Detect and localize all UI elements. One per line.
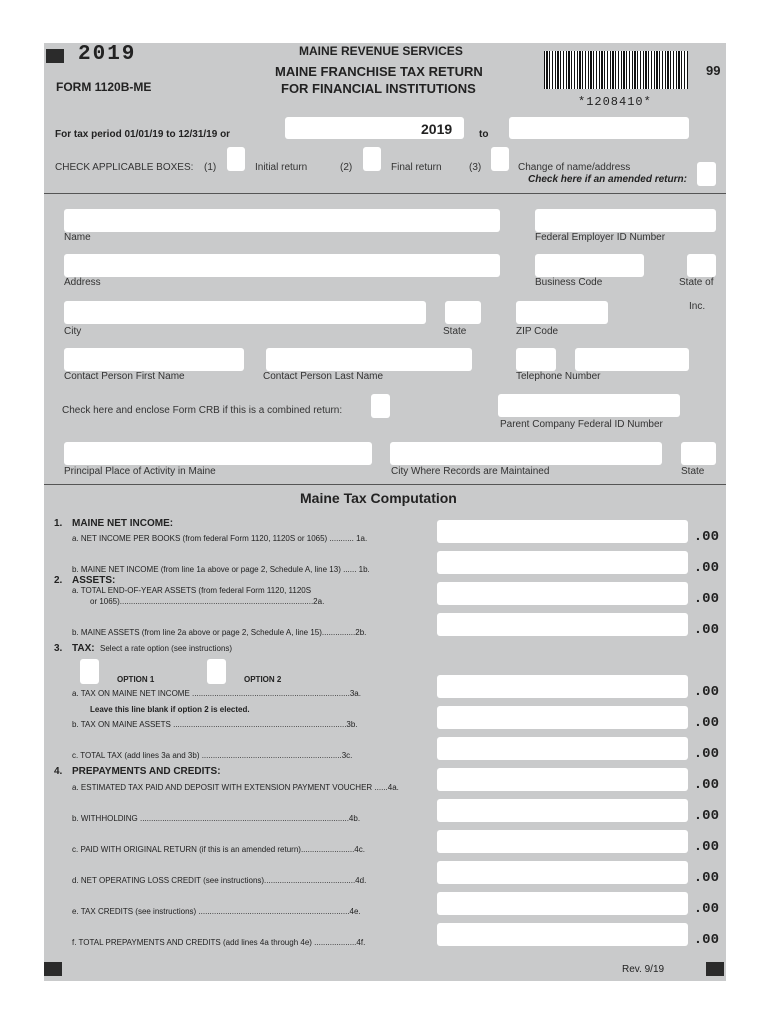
line-4f-amount-field[interactable] [437, 923, 688, 946]
initial-return-label: Initial return [255, 162, 308, 173]
line-4e-amount-field[interactable] [437, 892, 688, 915]
city-field[interactable] [64, 301, 426, 324]
records-city-field[interactable] [390, 442, 662, 465]
line-3a-note: Leave this line blank if option 2 is elected. [90, 705, 250, 714]
line-4a-label: a. ESTIMATED TAX PAID AND DEPOSIT WITH EXTENSION PAYMENT VOUCHER ......4a. [72, 783, 399, 792]
form-title-line2: FOR FINANCIAL INSTITUTIONS [281, 81, 476, 96]
check-boxes-label: CHECK APPLICABLE BOXES: [55, 162, 194, 173]
line-3a-label: a. TAX ON MAINE NET INCOME .......................................................................3a. [72, 689, 361, 698]
checkbox-3-number: (3) [469, 162, 482, 173]
option-1-checkbox[interactable] [80, 659, 99, 684]
business-code-label: Business Code [535, 277, 603, 288]
computation-title: Maine Tax Computation [300, 490, 457, 506]
zip-field[interactable] [516, 301, 608, 324]
principal-place-field[interactable] [64, 442, 372, 465]
option-1-label: OPTION 1 [117, 675, 155, 684]
line-2a-decimal: .00 [693, 591, 719, 607]
line-4a-decimal: .00 [693, 777, 719, 793]
final-return-checkbox[interactable] [363, 147, 381, 171]
parent-fein-label: Parent Company Federal ID Number [500, 419, 663, 430]
form-year: 2019 [78, 43, 137, 66]
corner-marker-bottom-left [44, 962, 62, 976]
zip-label: ZIP Code [516, 326, 559, 337]
name-label: Name [64, 232, 91, 243]
checkbox-2-number: (2) [340, 162, 353, 173]
line-1a-amount-field[interactable] [437, 520, 688, 543]
agency-name: MAINE REVENUE SERVICES [299, 44, 463, 58]
revision-label: Rev. 9/19 [622, 964, 665, 975]
line-4b-amount-field[interactable] [437, 799, 688, 822]
corner-marker-bottom-right [706, 962, 724, 976]
tax-period-year-value: 2019 [421, 121, 453, 137]
option-2-label: OPTION 2 [244, 675, 282, 684]
address-label: Address [64, 277, 101, 288]
section-3-number: 3. [54, 643, 63, 654]
line-4b-label: b. WITHHOLDING ..............................................................................................4b. [72, 814, 361, 823]
section-divider [44, 193, 726, 194]
combined-return-label: Check here and enclose Form CRB if this is a combined return: [62, 405, 343, 416]
tax-period-start-field[interactable] [285, 117, 464, 139]
line-4e-label: e. TAX CREDITS (see instructions) ....................................................................4e. [72, 907, 361, 916]
line-4e-decimal: .00 [693, 901, 719, 917]
final-return-label: Final return [391, 162, 442, 173]
line-3b-decimal: .00 [693, 715, 719, 731]
telephone-label: Telephone Number [516, 371, 601, 382]
corner-marker [46, 49, 64, 63]
section-4-title: PREPAYMENTS AND CREDITS: [72, 766, 221, 777]
line-3b-amount-field[interactable] [437, 706, 688, 729]
form-page [44, 43, 726, 981]
state-of-inc-field[interactable] [687, 254, 716, 277]
amended-return-checkbox[interactable] [697, 162, 716, 186]
line-2b-amount-field[interactable] [437, 613, 688, 636]
section-4-number: 4. [54, 766, 63, 777]
change-address-label: Change of name/address [518, 162, 631, 173]
line-4d-amount-field[interactable] [437, 861, 688, 884]
line-3c-decimal: .00 [693, 746, 719, 762]
line-4f-decimal: .00 [693, 932, 719, 948]
line-1a-label: a. NET INCOME PER BOOKS (from federal Form 1120, 1120S or 1065) ........... 1a. [72, 534, 368, 543]
line-1b-decimal: .00 [693, 560, 719, 576]
page-code: 99 [706, 63, 721, 78]
line-3c-amount-field[interactable] [437, 737, 688, 760]
line-2b-label: b. MAINE ASSETS (from line 2a above or page 2, Schedule A, line 15)...............2b. [72, 628, 367, 637]
barcode-text: *1208410* [578, 95, 652, 109]
section-3-note: Select a rate option (see instructions) [100, 644, 233, 653]
combined-return-checkbox[interactable] [371, 394, 390, 418]
line-4f-label: f. TOTAL PREPAYMENTS AND CREDITS (add lines 4a through 4e) ...................4f. [72, 938, 366, 947]
parent-fein-field[interactable] [498, 394, 680, 417]
contact-first-name-field[interactable] [64, 348, 244, 371]
section-2-title: ASSETS: [72, 575, 116, 586]
telephone-area-field[interactable] [516, 348, 556, 371]
contact-last-name-field[interactable] [266, 348, 472, 371]
checkbox-1-number: (1) [204, 162, 217, 173]
state-of-inc-label-line2: Inc. [689, 301, 706, 312]
state-of-inc-label-line1: State of [679, 277, 714, 288]
change-address-checkbox[interactable] [491, 147, 509, 171]
computation-divider [44, 484, 726, 485]
line-4b-decimal: .00 [693, 808, 719, 824]
form-title-line1: MAINE FRANCHISE TAX RETURN [275, 64, 483, 79]
line-1b-amount-field[interactable] [437, 551, 688, 574]
records-state-label: State [681, 466, 705, 477]
state-label: State [443, 326, 467, 337]
section-1-title: MAINE NET INCOME: [72, 518, 174, 529]
section-3-title: TAX: [72, 643, 95, 654]
name-field[interactable] [64, 209, 500, 232]
fein-label: Federal Employer ID Number [535, 232, 666, 243]
form-name: FORM 1120B-ME [56, 80, 152, 94]
records-state-field[interactable] [681, 442, 716, 465]
amended-return-label: Check here if an amended return: [528, 174, 687, 185]
line-2a-label-1: a. TOTAL END-OF-YEAR ASSETS (from federal Form 1120, 1120S [72, 586, 312, 595]
line-3b-label: b. TAX ON MAINE ASSETS ..............................................................................3b. [72, 720, 358, 729]
principal-place-label: Principal Place of Activity in Maine [64, 466, 216, 477]
option-2-checkbox[interactable] [207, 659, 226, 684]
line-2b-decimal: .00 [693, 622, 719, 638]
line-4d-decimal: .00 [693, 870, 719, 886]
line-3a-amount-field[interactable] [437, 675, 688, 698]
address-field[interactable] [64, 254, 500, 277]
section-1-number: 1. [54, 518, 63, 529]
line-4d-label: d. NET OPERATING LOSS CREDIT (see instructions).........................................4d. [72, 876, 367, 885]
line-2a-label-2: or 1065).......................................................................................2a. [90, 597, 325, 606]
tax-period-label: For tax period 01/01/19 to 12/31/19 or [55, 129, 231, 140]
line-1b-label: b. MAINE NET INCOME (from line 1a above or page 2, Schedule A, line 13) ...... 1b. [72, 565, 370, 574]
line-2a-amount-field[interactable] [437, 582, 688, 605]
to-label: to [479, 129, 489, 140]
line-3a-decimal: .00 [693, 684, 719, 700]
line-4c-label: c. PAID WITH ORIGINAL RETURN (if this is an amended return)........................4c. [72, 845, 365, 854]
city-label: City [64, 326, 82, 337]
line-4c-amount-field[interactable] [437, 830, 688, 853]
tax-period-end-field[interactable] [509, 117, 689, 139]
contact-first-name-label: Contact Person First Name [64, 371, 185, 382]
contact-last-name-label: Contact Person Last Name [263, 371, 384, 382]
telephone-number-field[interactable] [575, 348, 689, 371]
barcode [544, 51, 688, 89]
line-3c-label: c. TOTAL TAX (add lines 3a and 3b) ...............................................................3c. [72, 751, 353, 760]
business-code-field[interactable] [535, 254, 644, 277]
section-2-number: 2. [54, 575, 63, 586]
line-4a-amount-field[interactable] [437, 768, 688, 791]
line-4c-decimal: .00 [693, 839, 719, 855]
records-city-label: City Where Records are Maintained [391, 466, 550, 477]
fein-field[interactable] [535, 209, 716, 232]
state-field[interactable] [445, 301, 481, 324]
initial-return-checkbox[interactable] [227, 147, 245, 171]
line-1a-decimal: .00 [693, 529, 719, 545]
